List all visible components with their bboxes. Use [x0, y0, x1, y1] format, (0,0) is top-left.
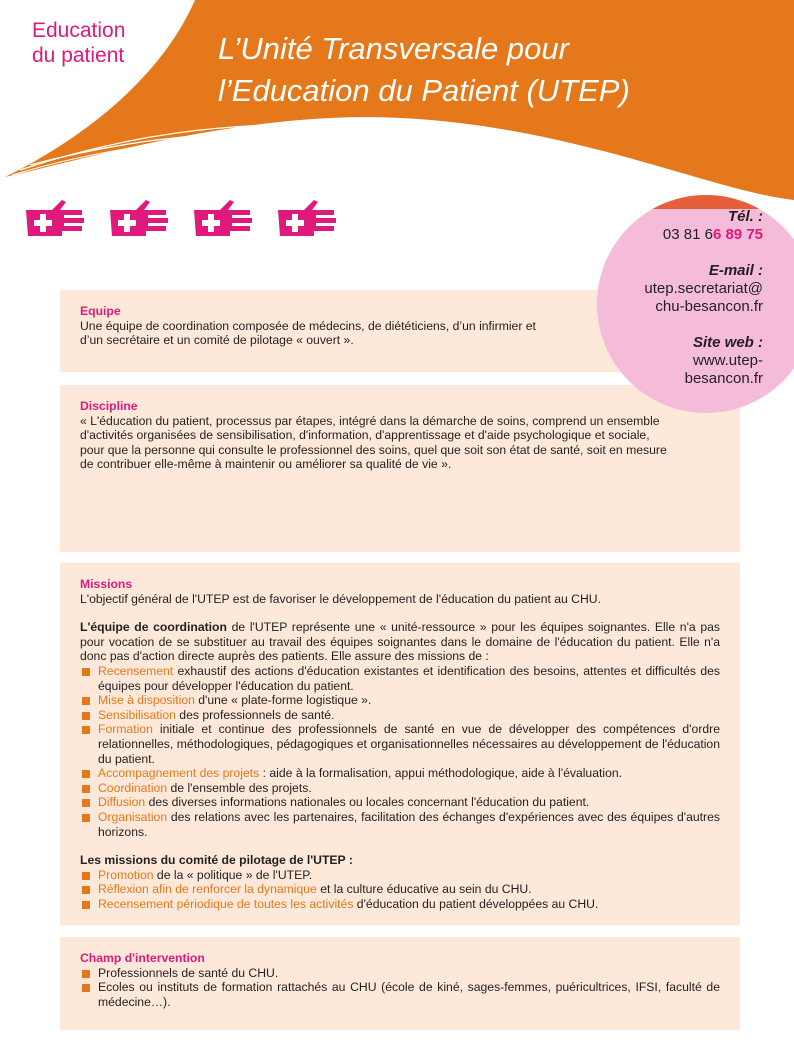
- email-label: E-mail :: [708, 262, 763, 279]
- item-keyword: Accompagnement des projets: [98, 766, 260, 781]
- brand-label: [32, 18, 125, 68]
- item-keyword: Formation: [98, 722, 153, 737]
- item-keyword: Recensement périodique de toutes les activités: [98, 896, 354, 911]
- item-keyword: Diffusion: [98, 795, 146, 810]
- item-keyword: Sensibilisation: [98, 707, 176, 722]
- item-keyword: Coordination: [98, 780, 168, 795]
- contact-info: [644, 208, 763, 388]
- champ-list: [80, 966, 720, 1010]
- title-line: L’Unité Transversale pour: [218, 31, 569, 66]
- email-link[interactable]: utep.secretariat@: [644, 280, 763, 297]
- section-text: « L'éducation du patient, processus par étapes, intégré dans la démarche de soins, comprend un ensemble d'activités organisées de sensibilisation, d'information, d'apprentissage et d'aide psychologique et sociale, pour que la personne qui consulte le professionnel des soins, quel que soit son état de santé, soit en mesure de contribuer elle-même à maintenir ou améliorer sa qualité de vie ».: [80, 413, 667, 472]
- web-label: Site web :: [692, 334, 763, 351]
- hand-cross-icon: [108, 198, 170, 242]
- hand-cross-icon: [192, 198, 254, 242]
- list-item: [80, 868, 720, 883]
- list-item: [80, 766, 720, 781]
- title-line: l’Education du Patient (UTEP): [218, 73, 630, 108]
- coordination-bold: L'équipe de coordination: [80, 620, 227, 635]
- list-item: [80, 810, 720, 839]
- coordination-text: de l'UTEP représente une « unité-ressource » pour les équipes soignantes. Elle n'a pas pour vocation de se substituer au travail des équipes soignantes dans le domaine de l'éducation du patient. Elle n'a donc pas d'action directe auprès des patients. Elle assure des missions de :: [80, 620, 720, 664]
- list-item: [80, 795, 720, 810]
- list-item: Professionnels de santé du CHU.: [80, 966, 720, 981]
- item-text: des relations avec les partenaires, facilitation des échanges d'expériences avec des équipes d'autres horizons.: [98, 809, 720, 839]
- tel-prefix: 03 81 6: [662, 226, 713, 243]
- item-keyword: Mise à disposition: [98, 693, 195, 708]
- page-title: [218, 28, 630, 112]
- section-heading: Discipline: [80, 399, 138, 413]
- item-text: de l'ensemble des projets.: [167, 780, 312, 795]
- list-item: [80, 722, 720, 766]
- item-text: exhaustif des actions d'éducation existantes et identification des besoins, attentes et difficultés des équipes pour développer l'éducation du patient.: [98, 663, 720, 693]
- section-discipline: [60, 385, 740, 552]
- item-text: des professionnels de santé.: [175, 707, 335, 722]
- tel-value: [644, 226, 763, 244]
- list-item: [80, 897, 720, 912]
- section-missions: [60, 563, 740, 925]
- hand-icons: [24, 198, 338, 242]
- item-text: : aide à la formalisation, appui méthodologique, aide à l'évaluation.: [259, 766, 623, 781]
- missions-intro: L'objectif général de l'UTEP est de favoriser le développement de l'éducation du patient au CHU.: [80, 591, 601, 606]
- item-keyword: Recensement: [98, 663, 174, 678]
- item-keyword: Organisation: [98, 809, 168, 824]
- tel-highlight: 6 89 75: [712, 226, 763, 243]
- hand-cross-icon: [276, 198, 338, 242]
- item-text: initiale et continue des professionnels de santé en vue de développer des compétences d'ordre relationnelles, méthodologiques, pédagogiques et organisationnelles nécessaires au développement de l'éducation du patient.: [98, 722, 720, 766]
- comite-heading: Les missions du comité de pilotage de l'UTEP :: [80, 853, 353, 868]
- section-text: Une équipe de coordination composée de médecins, de diététiciens, d’un infirmier et d’un secrétaire et un comité de pilotage « ouvert ».: [80, 318, 536, 348]
- web-link[interactable]: www.utep-: [692, 352, 763, 369]
- item-text: d'une « plate-forme logistique ».: [194, 693, 372, 708]
- item-keyword: Réflexion afin de renforcer la dynamique: [98, 882, 317, 897]
- missions-list: [80, 664, 720, 839]
- item-text: et la culture éducative au sein du CHU.: [316, 882, 532, 897]
- item-text: de la « politique » de l'UTEP.: [153, 867, 313, 882]
- list-item: [80, 882, 720, 897]
- list-item: [80, 708, 720, 723]
- tel-label: Tél. :: [727, 208, 763, 225]
- section-heading: Champ d'intervention: [80, 951, 205, 965]
- list-item: [80, 664, 720, 693]
- comite-list: [80, 868, 720, 912]
- section-heading: Missions: [80, 577, 133, 591]
- item-text: d'éducation du patient développées au CHU.: [353, 896, 599, 911]
- hand-cross-icon: [24, 198, 86, 242]
- email-link[interactable]: chu-besancon.fr: [655, 298, 763, 315]
- list-item: [80, 693, 720, 708]
- brand-line: Education: [32, 19, 126, 42]
- section-champ: [60, 937, 740, 1030]
- list-item: Ecoles ou instituts de formation rattachés au CHU (école de kiné, sages-femmes, puéricultrices, IFSI, faculté de médecine…).: [80, 980, 720, 1009]
- brand-line: du patient: [32, 44, 125, 67]
- coordination-paragraph: [80, 620, 720, 664]
- web-link[interactable]: besancon.fr: [684, 370, 763, 387]
- list-item: [80, 781, 720, 796]
- section-heading: Equipe: [80, 304, 121, 318]
- item-keyword: Promotion: [98, 867, 154, 882]
- item-text: des diverses informations nationales ou locales concernant l'éducation du patient.: [145, 795, 590, 810]
